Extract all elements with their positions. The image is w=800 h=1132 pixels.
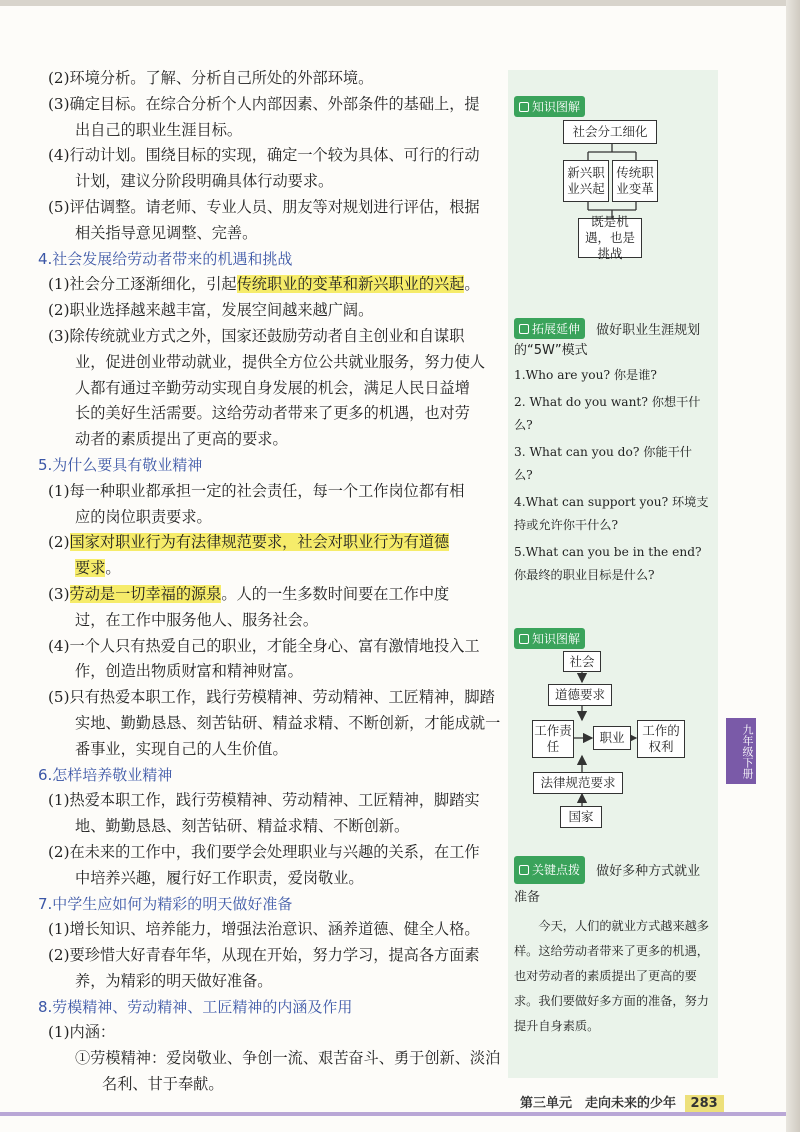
diagram-node-state: 国家 [560,806,602,828]
section-heading: 7.中学生应如何为精彩的明天做好准备 [38,894,293,913]
text-line: (2)要珍惜大好青春年华，从现在开始，努力学习，提高各方面素 [48,946,480,965]
text-line: (3)劳动是一切幸福的源泉。人的一生多数时间要在工作中度 [48,584,450,603]
text-line: (5)只有热爱本职工作，践行劳模精神、劳动精神、工匠精神，脚踏 [48,688,495,707]
extension-title: 做好职业生涯规划的“5W”模式 [514,322,701,358]
text-line: 作，创造出物质财富和精神财富。 [75,662,303,681]
key-point-tag: 关键点拨 [514,856,585,884]
text-line: 地、勤勤恳恳、刻苦钻研、精益求精、不断创新。 [75,817,410,836]
text-line: (3)确定目标。在综合分析个人内部因素、外部条件的基础上，提 [48,94,480,113]
key-point-section [514,856,710,1039]
knowledge-tag-2: 知识图解 [514,628,585,649]
extension-item: 1.Who are you? 你是谁? [514,368,657,382]
text-line: 实地、勤勤恳恳、刻苦钻研、精益求精、不断创新，才能成就一 [75,713,501,732]
text-line: (1)社会分工逐渐细化，引起传统职业的变革和新兴职业的兴起。 [48,275,480,294]
text-line: 出自己的职业生涯目标。 [75,120,243,139]
extension-item: 3. What can you do? 你能干什么? [514,445,692,482]
text-line: 应的岗位职责要求。 [75,507,212,526]
text-line: (1)内涵： [48,1023,116,1042]
text-line: (2)在未来的工作中，我们要学会处理职业与兴趣的关系，在工作 [48,842,480,861]
unit-title: 第三单元 走向未来的少年 [520,1096,677,1111]
text-line: 过，在工作中服务他人、服务社会。 [75,610,318,629]
text-line: (2)职业选择越来越丰富，发展空间越来越广阔。 [48,301,374,320]
text-line: ①劳模精神：爱岗敬业、争创一流、艰苦奋斗、勇于创新、淡泊 [75,1049,501,1068]
diagram-node-opportunity: 既是机遇，也是挑战 [578,218,642,258]
text-line: 动者的素质提出了更高的要求。 [75,430,288,449]
highlight: 劳动是一切幸福的源泉 [69,584,222,603]
text-line: 要求。 [75,559,121,578]
section-heading: 6.怎样培养敬业精神 [38,765,173,784]
text-line: (4)一个人只有热爱自己的职业，才能全身心、富有激情地投入工 [48,636,480,655]
text-line: (2)国家对职业行为有法律规范要求，社会对职业行为有道德 [48,533,450,552]
top-edge [0,0,800,6]
knowledge-tag: 知识图解 [514,96,585,117]
section-heading: 5.为什么要具有敬业精神 [38,455,203,474]
search-icon [519,102,529,112]
text-line: 番事业，实现自己的人生价值。 [75,739,288,758]
diagram-node-rights: 工作的权利 [637,720,685,758]
text-line: 长的美好生活需要。这给劳动者带来了更多的机遇，也对劳 [75,404,470,423]
diagram-node-moral: 道德要求 [548,684,612,706]
key-point-body: 今天，人们的就业方式越来越多样。这给劳动者带来了更多的机遇，也对劳动者的素质提出了更高的要求。我们要做好多方面的准备，努力提升自身素质。 [514,919,710,1033]
text-line: (2)环境分析。了解、分析自己所处的外部环境。 [48,69,374,87]
page-footer [520,1092,724,1112]
text-line: (4)行动计划。围绕目标的实现，确定一个较为具体、可行的行动 [48,146,480,165]
diagram-node-duty: 工作责任 [532,720,574,758]
extension-list [514,364,710,587]
text-line: 业，促进创业带动就业，提供全方位公共就业服务，努力使人 [75,352,486,371]
search-icon [519,634,529,644]
diagram-node-law: 法律规范要求 [533,772,623,794]
section-heading: 8.劳模精神、劳动精神、工匠精神的内涵及作用 [38,997,353,1016]
extension-section [514,318,710,591]
text-line: 人都有通过辛勤劳动实现自身发展的机会，满足人民日益增 [75,378,470,397]
search-icon [519,865,529,875]
extension-item: 4.What can support you? 环境支持或允许你干什么? [514,495,709,532]
text-line: (3)除传统就业方式之外，国家还鼓励劳动者自主创业和自谋职 [48,326,465,345]
text-line: (1)增长知识、培养能力，增强法治意识、涵养道德、健全人格。 [48,920,480,939]
highlight: 国家对职业行为有法律规范要求，社会对职业行为有道德 [69,533,450,552]
text-line: (1)每一种职业都承担一定的社会责任，每一个工作岗位都有相 [48,481,465,500]
diagram-node-job: 职业 [593,726,631,750]
extension-item: 2. What do you want? 你想干什么? [514,395,701,432]
knowledge-diagram-2 [514,628,710,649]
text-line: (1)热爱本职工作，践行劳模精神、劳动精神、工匠精神，脚踏实 [48,791,480,810]
diagram-node-traditional-jobs: 传统职业变革 [612,160,658,202]
key-point-title: 做好多种方式就业准备 [514,864,701,905]
text-line: 计划，建议分阶段明确具体行动要求。 [75,172,334,191]
text-line: 名利、甘于奉献。 [102,1075,224,1094]
text-line: (5)评估调整。请老师、专业人员、朋友等对规划进行评估，根据 [48,197,480,216]
diagram-node-division: 社会分工细化 [563,120,657,144]
diagram-node-society: 社会 [563,651,601,672]
grade-tab: 九年级下册 [726,718,756,784]
highlight: 传统职业的变革和新兴职业的兴起 [236,275,465,294]
diagram-node-new-jobs: 新兴职业兴起 [563,160,609,202]
search-icon [519,324,529,334]
highlight: 要求 [75,559,106,578]
bottom-bar [0,1112,786,1116]
extension-tag: 拓展延伸 [514,318,585,339]
section-heading: 4.社会发展给劳动者带来的机遇和挑战 [38,249,293,268]
main-text [38,66,503,1098]
text-line: 中培养兴趣，履行好工作职责，爱岗敬业。 [75,868,364,887]
page-number: 283 [685,1095,724,1112]
knowledge-diagram-1 [514,96,710,117]
extension-item: 5.What can you be in the end? 你最终的职业目标是什么? [514,545,702,582]
page-edge [786,0,800,1132]
text-line: 养，为精彩的明天做好准备。 [75,971,273,990]
text-line: 相关指导意见调整、完善。 [75,223,258,242]
